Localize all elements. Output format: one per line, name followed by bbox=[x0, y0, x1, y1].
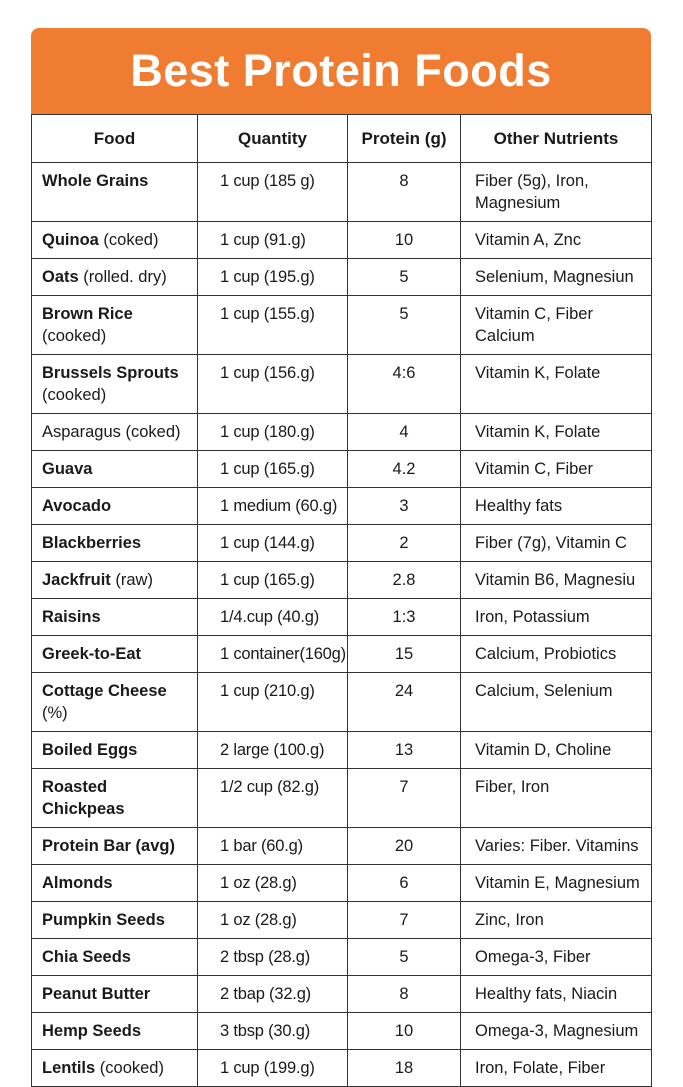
quantity-cell: 1 cup (185 g) bbox=[198, 163, 348, 222]
food-cell bbox=[32, 355, 198, 414]
title-banner bbox=[31, 28, 651, 114]
protein-table bbox=[31, 114, 652, 1087]
food-cell bbox=[32, 488, 198, 525]
food-cell bbox=[32, 259, 198, 296]
protein-cell: 2 bbox=[348, 525, 461, 562]
food-name: Quinoa bbox=[42, 231, 99, 249]
food-name: Whole Grains bbox=[42, 172, 149, 190]
protein-cell: 10 bbox=[348, 222, 461, 259]
table-row bbox=[32, 259, 652, 296]
food-name: Guava bbox=[42, 460, 93, 478]
header-food: Food bbox=[32, 115, 198, 163]
protein-cell: 4.2 bbox=[348, 451, 461, 488]
protein-cell: 7 bbox=[348, 902, 461, 939]
nutrients-cell: Vitamin K, Folate bbox=[461, 355, 652, 414]
food-cell bbox=[32, 865, 198, 902]
quantity-cell: 1/2 cup (82.g) bbox=[198, 769, 348, 828]
protein-cell: 5 bbox=[348, 939, 461, 976]
food-cell bbox=[32, 939, 198, 976]
table-row bbox=[32, 451, 652, 488]
food-cell bbox=[32, 636, 198, 673]
protein-cell: 7 bbox=[348, 769, 461, 828]
table-row bbox=[32, 769, 652, 828]
table-row bbox=[32, 732, 652, 769]
nutrients-cell: Vitamin D, Choline bbox=[461, 732, 652, 769]
quantity-cell: 1 bar (60.g) bbox=[198, 828, 348, 865]
table-row bbox=[32, 636, 652, 673]
food-name: Brussels Sprouts bbox=[42, 364, 179, 382]
food-cell bbox=[32, 1013, 198, 1050]
food-cell bbox=[32, 414, 198, 451]
nutrients-cell: Fiber (7g), Vitamin C bbox=[461, 525, 652, 562]
nutrients-cell: Fiber, Iron bbox=[461, 769, 652, 828]
food-name: Protein Bar (avg) bbox=[42, 837, 175, 855]
food-cell bbox=[32, 525, 198, 562]
food-name: Jackfruit bbox=[42, 571, 111, 589]
table-body bbox=[32, 163, 652, 1087]
food-name: Boiled Eggs bbox=[42, 741, 138, 759]
table-row bbox=[32, 562, 652, 599]
protein-foods-card bbox=[31, 28, 651, 1077]
table-row bbox=[32, 222, 652, 259]
quantity-cell: 1 cup (210.g) bbox=[198, 673, 348, 732]
nutrients-cell: Vitamin B6, Magnesiu bbox=[461, 562, 652, 599]
quantity-cell: 1 medium (60.g) bbox=[198, 488, 348, 525]
nutrients-cell: Omega-3, Magnesium bbox=[461, 1013, 652, 1050]
food-cell bbox=[32, 562, 198, 599]
table-row bbox=[32, 414, 652, 451]
quantity-cell: 1 cup (165.g) bbox=[198, 562, 348, 599]
protein-cell: 8 bbox=[348, 163, 461, 222]
food-cell bbox=[32, 673, 198, 732]
nutrients-cell: Vitamin K, Folate bbox=[461, 414, 652, 451]
food-cell bbox=[32, 163, 198, 222]
table-row bbox=[32, 865, 652, 902]
nutrients-cell: Iron, Folate, Fiber bbox=[461, 1050, 652, 1087]
table-header-row bbox=[32, 115, 652, 163]
nutrients-cell: Varies: Fiber. Vitamins bbox=[461, 828, 652, 865]
table-row bbox=[32, 163, 652, 222]
nutrients-cell: Calcium, Selenium bbox=[461, 673, 652, 732]
quantity-cell: 3 tbsp (30.g) bbox=[198, 1013, 348, 1050]
table-row bbox=[32, 525, 652, 562]
protein-cell: 4 bbox=[348, 414, 461, 451]
food-note: (cooked) bbox=[42, 327, 107, 345]
protein-cell: 15 bbox=[348, 636, 461, 673]
food-name: Greek-to-Eat bbox=[42, 645, 142, 663]
food-note: Asparagus (coked) bbox=[42, 423, 181, 441]
nutrients-cell: Healthy fats, Niacin bbox=[461, 976, 652, 1013]
nutrients-cell: Calcium, Probiotics bbox=[461, 636, 652, 673]
protein-cell: 24 bbox=[348, 673, 461, 732]
quantity-cell: 1 cup (144.g) bbox=[198, 525, 348, 562]
food-name: Oats bbox=[42, 268, 79, 286]
quantity-cell: 1 oz (28.g) bbox=[198, 865, 348, 902]
table-row bbox=[32, 488, 652, 525]
quantity-cell: 1 container(160g) bbox=[198, 636, 348, 673]
header-protein: Protein (g) bbox=[348, 115, 461, 163]
protein-cell: 2.8 bbox=[348, 562, 461, 599]
food-name: Lentils bbox=[42, 1059, 96, 1077]
food-note: (coked) bbox=[98, 231, 159, 249]
food-name: Raisins bbox=[42, 608, 101, 626]
protein-cell: 1:3 bbox=[348, 599, 461, 636]
food-cell bbox=[32, 296, 198, 355]
protein-cell: 10 bbox=[348, 1013, 461, 1050]
quantity-cell: 1 cup (155.g) bbox=[198, 296, 348, 355]
food-name: Blackberries bbox=[42, 534, 142, 552]
nutrients-cell: Healthy fats bbox=[461, 488, 652, 525]
table-row bbox=[32, 673, 652, 732]
quantity-cell: 2 tbap (32.g) bbox=[198, 976, 348, 1013]
table-row bbox=[32, 355, 652, 414]
food-name: Avocado bbox=[42, 497, 112, 515]
food-name: Chia Seeds bbox=[42, 948, 131, 966]
quantity-cell: 1 oz (28.g) bbox=[198, 902, 348, 939]
header-quantity: Quantity bbox=[198, 115, 348, 163]
food-name: Roasted Chickpeas bbox=[42, 778, 125, 818]
nutrients-cell: Iron, Potassium bbox=[461, 599, 652, 636]
food-name: Almonds bbox=[42, 874, 113, 892]
food-name: Peanut Butter bbox=[42, 985, 151, 1003]
food-cell bbox=[32, 769, 198, 828]
table-row bbox=[32, 296, 652, 355]
table-row bbox=[32, 976, 652, 1013]
food-note: (%) bbox=[42, 704, 68, 722]
quantity-cell: 1 cup (165.g) bbox=[198, 451, 348, 488]
food-cell bbox=[32, 599, 198, 636]
quantity-cell: 1 cup (156.g) bbox=[198, 355, 348, 414]
food-cell bbox=[32, 902, 198, 939]
quantity-cell: 1 cup (199.g) bbox=[198, 1050, 348, 1087]
quantity-cell: 1/4.cup (40.g) bbox=[198, 599, 348, 636]
quantity-cell: 1 cup (195.g) bbox=[198, 259, 348, 296]
nutrients-cell: Zinc, Iron bbox=[461, 902, 652, 939]
nutrients-cell: Vitamin E, Magnesium bbox=[461, 865, 652, 902]
protein-cell: 4:6 bbox=[348, 355, 461, 414]
table-row bbox=[32, 828, 652, 865]
food-name: Pumpkin Seeds bbox=[42, 911, 165, 929]
quantity-cell: 1 cup (91.g) bbox=[198, 222, 348, 259]
food-cell bbox=[32, 451, 198, 488]
page-title: Best Protein Foods bbox=[130, 45, 552, 96]
table-row bbox=[32, 1013, 652, 1050]
protein-cell: 5 bbox=[348, 259, 461, 296]
food-note: (rolled. dry) bbox=[78, 268, 167, 286]
food-note: (cooked) bbox=[95, 1059, 164, 1077]
protein-cell: 3 bbox=[348, 488, 461, 525]
food-note: (raw) bbox=[110, 571, 153, 589]
protein-cell: 8 bbox=[348, 976, 461, 1013]
protein-cell: 20 bbox=[348, 828, 461, 865]
table-row bbox=[32, 902, 652, 939]
header-other-nutrients: Other Nutrients bbox=[461, 115, 652, 163]
food-name: Brown Rice bbox=[42, 305, 133, 323]
nutrients-cell: Vitamin A, Znc bbox=[461, 222, 652, 259]
nutrients-cell: Vitamin C, Fiber bbox=[461, 451, 652, 488]
nutrients-cell: Fiber (5g), Iron, Magnesium bbox=[461, 163, 652, 222]
nutrients-cell: Vitamin C, Fiber Calcium bbox=[461, 296, 652, 355]
protein-cell: 13 bbox=[348, 732, 461, 769]
quantity-cell: 1 cup (180.g) bbox=[198, 414, 348, 451]
food-cell bbox=[32, 222, 198, 259]
food-cell bbox=[32, 1050, 198, 1087]
protein-cell: 6 bbox=[348, 865, 461, 902]
nutrients-cell: Omega-3, Fiber bbox=[461, 939, 652, 976]
food-cell bbox=[32, 976, 198, 1013]
table-row bbox=[32, 939, 652, 976]
food-name: Cottage Cheese bbox=[42, 682, 167, 700]
protein-cell: 18 bbox=[348, 1050, 461, 1087]
food-cell bbox=[32, 828, 198, 865]
table-row bbox=[32, 599, 652, 636]
nutrients-cell: Selenium, Magnesiun bbox=[461, 259, 652, 296]
quantity-cell: 2 tbsp (28.g) bbox=[198, 939, 348, 976]
food-note: (cooked) bbox=[42, 386, 107, 404]
table-row bbox=[32, 1050, 652, 1087]
food-name: Hemp Seeds bbox=[42, 1022, 142, 1040]
protein-cell: 5 bbox=[348, 296, 461, 355]
food-cell bbox=[32, 732, 198, 769]
quantity-cell: 2 large (100.g) bbox=[198, 732, 348, 769]
